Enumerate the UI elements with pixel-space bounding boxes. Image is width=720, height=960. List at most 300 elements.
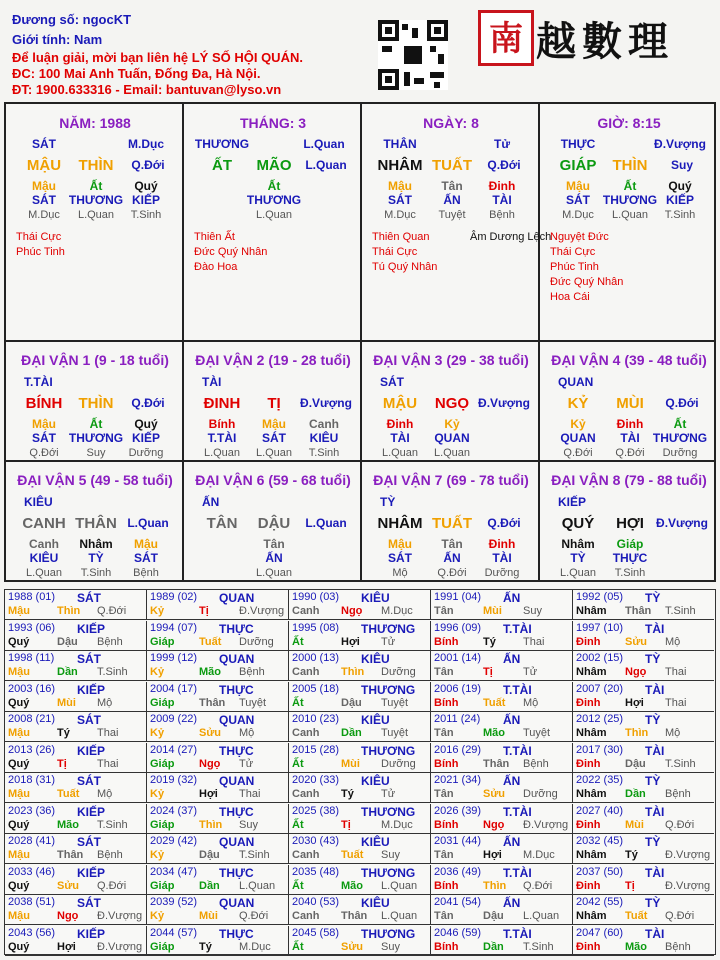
tang-can-thap-than: THƯƠNG	[652, 431, 708, 445]
year-cell[interactable]	[289, 590, 431, 620]
year-cell[interactable]	[5, 834, 147, 864]
duong-so: Đương số: ngocKT	[12, 12, 132, 27]
truong-sinh-top: Tử	[493, 137, 511, 151]
tang-can-truong-sinh: Dưỡng	[662, 447, 698, 459]
tang-can: Mậu	[32, 417, 56, 431]
tang-can-truong-sinh: Q.Đới	[437, 567, 467, 579]
than-sat: Nguyệt Đức	[550, 231, 609, 243]
year-thap-than: THỰC	[219, 621, 254, 636]
year-truong-sinh: T.Sinh	[665, 757, 696, 770]
year-thap-than: QUAN	[219, 896, 255, 910]
year-truong-sinh: Dưỡng	[523, 788, 558, 800]
year-can: Đinh	[576, 635, 601, 648]
year-can: Quý	[8, 818, 30, 831]
year-truong-sinh: T.Sinh	[523, 940, 554, 953]
tang-can-truong-sinh: Q.Đới	[615, 447, 645, 459]
year-chi: Tý	[341, 788, 354, 800]
year-cell[interactable]	[147, 865, 289, 895]
tang-can-truong-sinh: Q.Đới	[29, 447, 59, 459]
tang-can-truong-sinh: M.Dục	[28, 209, 60, 221]
year-chi: Mão	[57, 818, 79, 831]
year-truong-sinh: Mộ	[523, 696, 539, 709]
year-chi: Dần	[341, 727, 362, 739]
year-truong-sinh: Tuyệt	[523, 727, 551, 739]
year-can: Giáp	[150, 818, 175, 831]
tang-can: Tân	[263, 537, 285, 551]
year-can: Tân	[434, 910, 454, 922]
year-cell[interactable]	[573, 773, 714, 803]
tang-can-truong-sinh: Mộ	[392, 567, 408, 579]
year-cell[interactable]	[147, 651, 289, 681]
dai-van-2[interactable]	[184, 342, 362, 460]
tang-can-thap-than: KIẾP	[665, 193, 695, 207]
year-truong-sinh: L.Quan	[523, 910, 560, 922]
year-can: Giáp	[150, 757, 175, 770]
year-cell[interactable]	[573, 804, 714, 834]
year-label: 2000 (13)	[292, 652, 340, 664]
year-label: 2023 (36)	[8, 804, 56, 817]
year-label: 2006 (19)	[434, 682, 482, 695]
year-label: 2024 (37)	[150, 804, 198, 817]
year-truong-sinh: Dưỡng	[381, 666, 416, 678]
year-cell[interactable]	[573, 590, 714, 620]
year-cell[interactable]	[431, 651, 573, 681]
year-thap-than: KIẾP	[77, 682, 106, 697]
year-truong-sinh: Đ.Vượng	[239, 605, 285, 617]
year-thap-than: SÁT	[77, 652, 101, 666]
year-can: Canh	[292, 788, 320, 800]
year-chi: Tý	[199, 940, 212, 953]
year-can: Bính	[434, 818, 459, 831]
year-label: 2004 (17)	[150, 682, 198, 695]
year-label: 2039 (52)	[150, 896, 198, 908]
tang-can: Ất	[89, 417, 103, 431]
tang-can: Nhâm	[79, 537, 113, 551]
year-label: 1989 (02)	[150, 591, 198, 603]
year-cell[interactable]	[5, 926, 147, 956]
year-label: 2042 (55)	[576, 896, 624, 908]
year-cell[interactable]	[431, 804, 573, 834]
year-label: 2029 (42)	[150, 835, 198, 847]
tang-can: Quý	[668, 179, 692, 193]
pillar-title: GIỜ: 8:15	[597, 115, 661, 131]
year-cell[interactable]	[147, 712, 289, 742]
tang-can-thap-than: THƯƠNG	[602, 193, 658, 207]
year-truong-sinh: T.Sinh	[97, 666, 128, 678]
dai-van-thap-than: KIÊU	[24, 495, 53, 509]
year-cell[interactable]	[147, 743, 289, 773]
can-thap-than: THỰC	[560, 137, 596, 151]
year-can: Bính	[434, 940, 459, 953]
year-cell[interactable]	[5, 865, 147, 895]
tang-can-truong-sinh: L.Quan	[255, 209, 293, 221]
year-truong-sinh: Bệnh	[97, 849, 123, 861]
dai-van-6[interactable]	[184, 462, 362, 580]
year-chi: Thìn	[57, 605, 81, 617]
dai-van-chi: MÙI	[616, 395, 644, 412]
dai-van-can: MẬU	[382, 395, 418, 412]
year-truong-sinh: Bệnh	[665, 788, 691, 800]
year-label: 2002 (15)	[576, 652, 624, 664]
tang-can-thap-than: ẤN	[265, 551, 283, 565]
year-truong-sinh: T.Sinh	[97, 818, 128, 831]
truong-sinh-top: Đ.Vượng	[654, 137, 706, 151]
year-cell[interactable]	[289, 743, 431, 773]
year-cell[interactable]	[5, 621, 147, 651]
year-label: 2017 (30)	[576, 743, 624, 756]
year-can: Canh	[292, 605, 320, 617]
year-thap-than: KIẾP	[77, 621, 106, 636]
tang-can: Mậu	[32, 179, 56, 193]
tang-can-truong-sinh: L.Quan	[559, 567, 597, 579]
year-truong-sinh: Dưỡng	[239, 635, 274, 648]
year-cell[interactable]	[289, 773, 431, 803]
year-thap-than: ẤN	[503, 652, 521, 666]
year-chi: Thân	[341, 910, 368, 922]
year-truong-sinh: Tử	[381, 635, 396, 648]
year-truong-sinh: Tuyệt	[381, 696, 409, 709]
year-cell[interactable]	[289, 895, 431, 925]
dia-chi: THÌN	[78, 157, 114, 174]
year-cell[interactable]	[431, 895, 573, 925]
year-label: 1992 (05)	[576, 591, 624, 603]
year-can: Kỷ	[150, 605, 165, 617]
year-cell[interactable]	[573, 712, 714, 742]
tang-can-thap-than: ẤN	[443, 193, 461, 207]
than-sat: Thái Cực	[550, 246, 596, 258]
year-chi: Sửu	[341, 940, 364, 953]
header	[0, 0, 720, 100]
year-cell[interactable]	[147, 804, 289, 834]
year-label: 1988 (01)	[8, 591, 56, 603]
year-cell[interactable]	[431, 926, 573, 956]
year-cell[interactable]	[5, 773, 147, 803]
tang-can-thap-than: QUAN	[434, 431, 470, 445]
year-chi: Mùi	[199, 910, 218, 922]
year-thap-than: KIẾP	[77, 804, 106, 819]
dai-van-title: ĐẠI VẬN 7 (69 - 78 tuổi)	[373, 472, 529, 488]
tang-can-truong-sinh: L.Quan	[433, 447, 471, 459]
dia-chi: MÃO	[256, 157, 292, 174]
year-can: Giáp	[150, 940, 175, 953]
year-thap-than: KIÊU	[361, 774, 390, 788]
year-cell[interactable]	[5, 804, 147, 834]
dia-chi-truong-sinh: Q.Đới	[487, 158, 521, 172]
year-label: 2035 (48)	[292, 865, 340, 878]
year-cell[interactable]	[147, 834, 289, 864]
year-cell[interactable]	[573, 682, 714, 712]
year-chi: Thìn	[483, 879, 507, 892]
year-cell[interactable]	[147, 682, 289, 712]
thien-can: NHÂM	[377, 157, 423, 174]
year-cell[interactable]	[147, 895, 289, 925]
tang-can: Kỷ	[570, 417, 586, 431]
year-cell[interactable]	[431, 682, 573, 712]
year-truong-sinh: Suy	[381, 849, 400, 861]
year-can: Ất	[292, 818, 304, 831]
year-can: Nhâm	[576, 727, 607, 739]
year-truong-sinh: Q.Đới	[665, 818, 695, 831]
year-label: 2032 (45)	[576, 835, 624, 847]
than-sat: Thái Cực	[16, 231, 62, 243]
dai-van-thap-than: SÁT	[380, 375, 404, 389]
year-cell[interactable]	[431, 743, 573, 773]
dai-van-can: QUÝ	[561, 515, 595, 532]
year-cell[interactable]	[573, 743, 714, 773]
year-label: 1990 (03)	[292, 591, 340, 603]
dai-van-7[interactable]	[362, 462, 540, 580]
year-can: Mậu	[8, 849, 30, 861]
year-cell[interactable]	[431, 773, 573, 803]
year-can: Quý	[8, 940, 30, 953]
year-can: Kỷ	[150, 910, 165, 922]
tang-can: Ất	[267, 179, 281, 193]
tang-can-thap-than: T.TÀI	[207, 431, 237, 445]
year-truong-sinh: Thai	[239, 788, 261, 800]
year-thap-than: T.TÀI	[503, 804, 532, 819]
year-can: Bính	[434, 635, 459, 648]
year-chi: Hợi	[199, 788, 218, 800]
logo-text: 越數理	[536, 18, 674, 65]
year-thap-than: TỲ	[645, 591, 661, 605]
year-thap-than: TỲ	[645, 652, 661, 666]
tang-can-thap-than: KIÊU	[309, 431, 339, 445]
dai-van-can: BÍNH	[25, 395, 63, 412]
year-chi: Mão	[199, 666, 221, 678]
tang-can-thap-than: TÀI	[492, 193, 512, 207]
year-thap-than: KIẾP	[77, 865, 106, 880]
year-truong-sinh: Thai	[523, 635, 545, 648]
year-can: Canh	[292, 666, 320, 678]
year-can: Nhâm	[576, 910, 607, 922]
year-cell[interactable]	[431, 590, 573, 620]
tang-can-thap-than: KIẾP	[131, 431, 161, 445]
year-truong-sinh: Mộ	[665, 727, 681, 739]
dai-van-can: CANH	[22, 515, 66, 532]
gioi-tinh: Giới tính: Nam	[12, 32, 103, 47]
dai-van-truong-sinh: L.Quan	[305, 516, 347, 530]
year-label: 2019 (32)	[150, 774, 198, 786]
tang-can-truong-sinh: L.Quan	[611, 209, 649, 221]
dai-van-title: ĐẠI VẬN 3 (29 - 38 tuổi)	[373, 352, 529, 368]
than-sat: Đức Quý Nhân	[194, 246, 268, 258]
tang-can-thap-than: SÁT	[388, 193, 412, 207]
year-can: Mậu	[8, 727, 30, 739]
year-cell[interactable]	[5, 651, 147, 681]
dai-van-3[interactable]	[362, 342, 540, 460]
year-label: 2036 (49)	[434, 865, 482, 878]
year-cell[interactable]	[573, 926, 714, 956]
dai-van-title: ĐẠI VẬN 4 (39 - 48 tuổi)	[551, 352, 707, 368]
dai-van-chi: DẬU	[257, 515, 291, 532]
year-cell[interactable]	[5, 743, 147, 773]
year-truong-sinh: Q.Đới	[665, 910, 695, 922]
year-cell[interactable]	[5, 590, 147, 620]
year-cell[interactable]	[431, 834, 573, 864]
year-can: Canh	[292, 849, 320, 861]
year-chi: Ngọ	[199, 757, 221, 770]
year-thap-than: T.TÀI	[503, 743, 532, 758]
year-can: Nhâm	[576, 666, 607, 678]
tang-can: Đinh	[386, 417, 414, 431]
year-cell[interactable]	[147, 926, 289, 956]
tang-can-thap-than: TỲ	[570, 551, 586, 565]
year-chi: Thìn	[625, 727, 649, 739]
year-can: Mậu	[8, 788, 30, 800]
year-can: Đinh	[576, 696, 601, 709]
year-chi: Tý	[483, 635, 496, 648]
tang-can-thap-than: SÁT	[32, 431, 56, 445]
year-chi: Dậu	[199, 849, 220, 861]
tang-can: Mậu	[388, 537, 412, 551]
year-thap-than: THƯƠNG	[361, 865, 416, 880]
year-cell[interactable]	[573, 895, 714, 925]
year-cell[interactable]	[5, 682, 147, 712]
tang-can-truong-sinh: M.Dục	[562, 209, 594, 221]
year-truong-sinh: Thai	[97, 757, 119, 770]
tang-can: Canh	[29, 537, 59, 551]
year-cell[interactable]	[289, 682, 431, 712]
year-cell[interactable]	[573, 651, 714, 681]
year-truong-sinh: Tử	[381, 788, 396, 800]
than-sat: Hoa Cái	[550, 291, 590, 303]
qr-code-icon[interactable]	[378, 20, 448, 90]
year-chi: Mùi	[625, 818, 644, 831]
year-thap-than: TÀI	[645, 743, 665, 758]
year-can: Đinh	[576, 879, 601, 892]
dai-van-truong-sinh: L.Quan	[127, 516, 169, 530]
tang-can-thap-than: KIÊU	[29, 551, 59, 565]
year-thap-than: ẤN	[503, 835, 521, 849]
year-cell[interactable]	[147, 621, 289, 651]
year-can: Bính	[434, 757, 459, 770]
year-thap-than: TỲ	[645, 774, 661, 788]
year-thap-than: QUAN	[219, 713, 255, 727]
year-thap-than: THỰC	[219, 804, 254, 819]
year-label: 2043 (56)	[8, 926, 56, 939]
year-label: 2046 (59)	[434, 926, 482, 939]
year-cell[interactable]	[5, 712, 147, 742]
year-thap-than: THỰC	[219, 926, 254, 941]
year-cell[interactable]	[289, 651, 431, 681]
dai-van-thap-than: T.TÀI	[24, 375, 53, 389]
can-thap-than: THƯƠNG	[194, 137, 250, 151]
year-cell[interactable]	[147, 590, 289, 620]
tang-can-thap-than: TÀI	[620, 431, 640, 445]
year-thap-than: SÁT	[77, 774, 101, 788]
year-chi: Thìn	[199, 818, 223, 831]
year-can: Tân	[434, 605, 454, 617]
year-label: 2038 (51)	[8, 896, 56, 908]
year-can: Mậu	[8, 605, 30, 617]
year-cell[interactable]	[289, 621, 431, 651]
year-thap-than: TÀI	[645, 682, 665, 697]
dai-van-truong-sinh: Q.Đới	[665, 396, 699, 410]
dai-van-1[interactable]	[6, 342, 184, 460]
year-cell[interactable]	[573, 865, 714, 895]
than-sat: Thiên Ất	[194, 231, 235, 243]
thien-can: MẬU	[26, 157, 62, 174]
year-label: 2033 (46)	[8, 865, 56, 878]
year-can: Tân	[434, 849, 454, 861]
year-label: 2037 (50)	[576, 865, 624, 878]
year-chi: Thân	[483, 757, 510, 770]
year-cell[interactable]	[431, 865, 573, 895]
dai-van-thap-than: QUAN	[558, 375, 594, 389]
tang-can: Ất	[89, 179, 103, 193]
dai-van-truong-sinh: Q.Đới	[131, 396, 165, 410]
year-truong-sinh: Bệnh	[665, 940, 691, 953]
year-chi: Ngọ	[625, 666, 647, 678]
year-cell[interactable]	[289, 712, 431, 742]
tang-can-truong-sinh: T.Sinh	[614, 567, 646, 579]
dai-van-8[interactable]	[540, 462, 718, 580]
year-cell[interactable]	[431, 621, 573, 651]
year-can: Ất	[292, 879, 304, 892]
year-chi: Tị	[341, 818, 351, 831]
year-chi: Tý	[625, 849, 638, 861]
year-cell[interactable]	[5, 895, 147, 925]
year-cell[interactable]	[431, 712, 573, 742]
year-cell[interactable]	[147, 773, 289, 803]
year-cell[interactable]	[573, 621, 714, 651]
year-chi: Ngọ	[57, 910, 79, 922]
tang-can-truong-sinh: M.Dục	[384, 209, 416, 221]
year-label: 2015 (28)	[292, 743, 340, 756]
year-chi: Sửu	[625, 635, 648, 648]
year-cell[interactable]	[289, 926, 431, 956]
year-thap-than: ẤN	[503, 774, 521, 788]
tang-can: Quý	[134, 417, 158, 431]
year-cell[interactable]	[289, 865, 431, 895]
year-label: 2025 (38)	[292, 804, 340, 817]
than-sat: Tú Quý Nhân	[372, 261, 438, 273]
year-chi: Tuất	[57, 788, 80, 800]
dai-van-5[interactable]	[6, 462, 184, 580]
dai-van-truong-sinh: Q.Đới	[487, 516, 521, 530]
tang-can: Ất	[673, 417, 687, 431]
year-thap-than: TÀI	[645, 804, 665, 819]
dai-van-chi: TỊ	[267, 395, 281, 412]
dai-van-grid	[4, 340, 716, 582]
year-thap-than: QUAN	[219, 774, 255, 788]
year-chi: Sửu	[199, 727, 222, 739]
year-chi: Sửu	[57, 879, 80, 892]
year-thap-than: TÀI	[645, 926, 665, 941]
year-chi: Hợi	[483, 849, 502, 861]
than-sat: Thái Cực	[372, 246, 418, 258]
year-label: 1999 (12)	[150, 652, 198, 664]
year-cell[interactable]	[289, 804, 431, 834]
year-truong-sinh: Đ.Vượng	[97, 940, 143, 953]
year-thap-than: QUAN	[219, 652, 255, 666]
year-cell[interactable]	[573, 834, 714, 864]
tang-can: Kỷ	[444, 417, 460, 431]
year-chi: Ngọ	[341, 605, 363, 617]
year-chi: Tị	[625, 879, 635, 892]
year-thap-than: THƯƠNG	[361, 804, 416, 819]
year-cell[interactable]	[289, 834, 431, 864]
dia-chi-truong-sinh: Q.Đới	[131, 158, 165, 172]
year-truong-sinh: Tuyệt	[381, 727, 409, 739]
year-truong-sinh: Tử	[239, 757, 254, 770]
year-label: 2018 (31)	[8, 774, 56, 786]
year-truong-sinh: Mộ	[239, 727, 255, 739]
dai-van-4[interactable]	[540, 342, 718, 460]
tang-can-truong-sinh: Q.Đới	[563, 447, 593, 459]
tang-can: Mậu	[566, 179, 590, 193]
year-thap-than: TỲ	[645, 713, 661, 727]
